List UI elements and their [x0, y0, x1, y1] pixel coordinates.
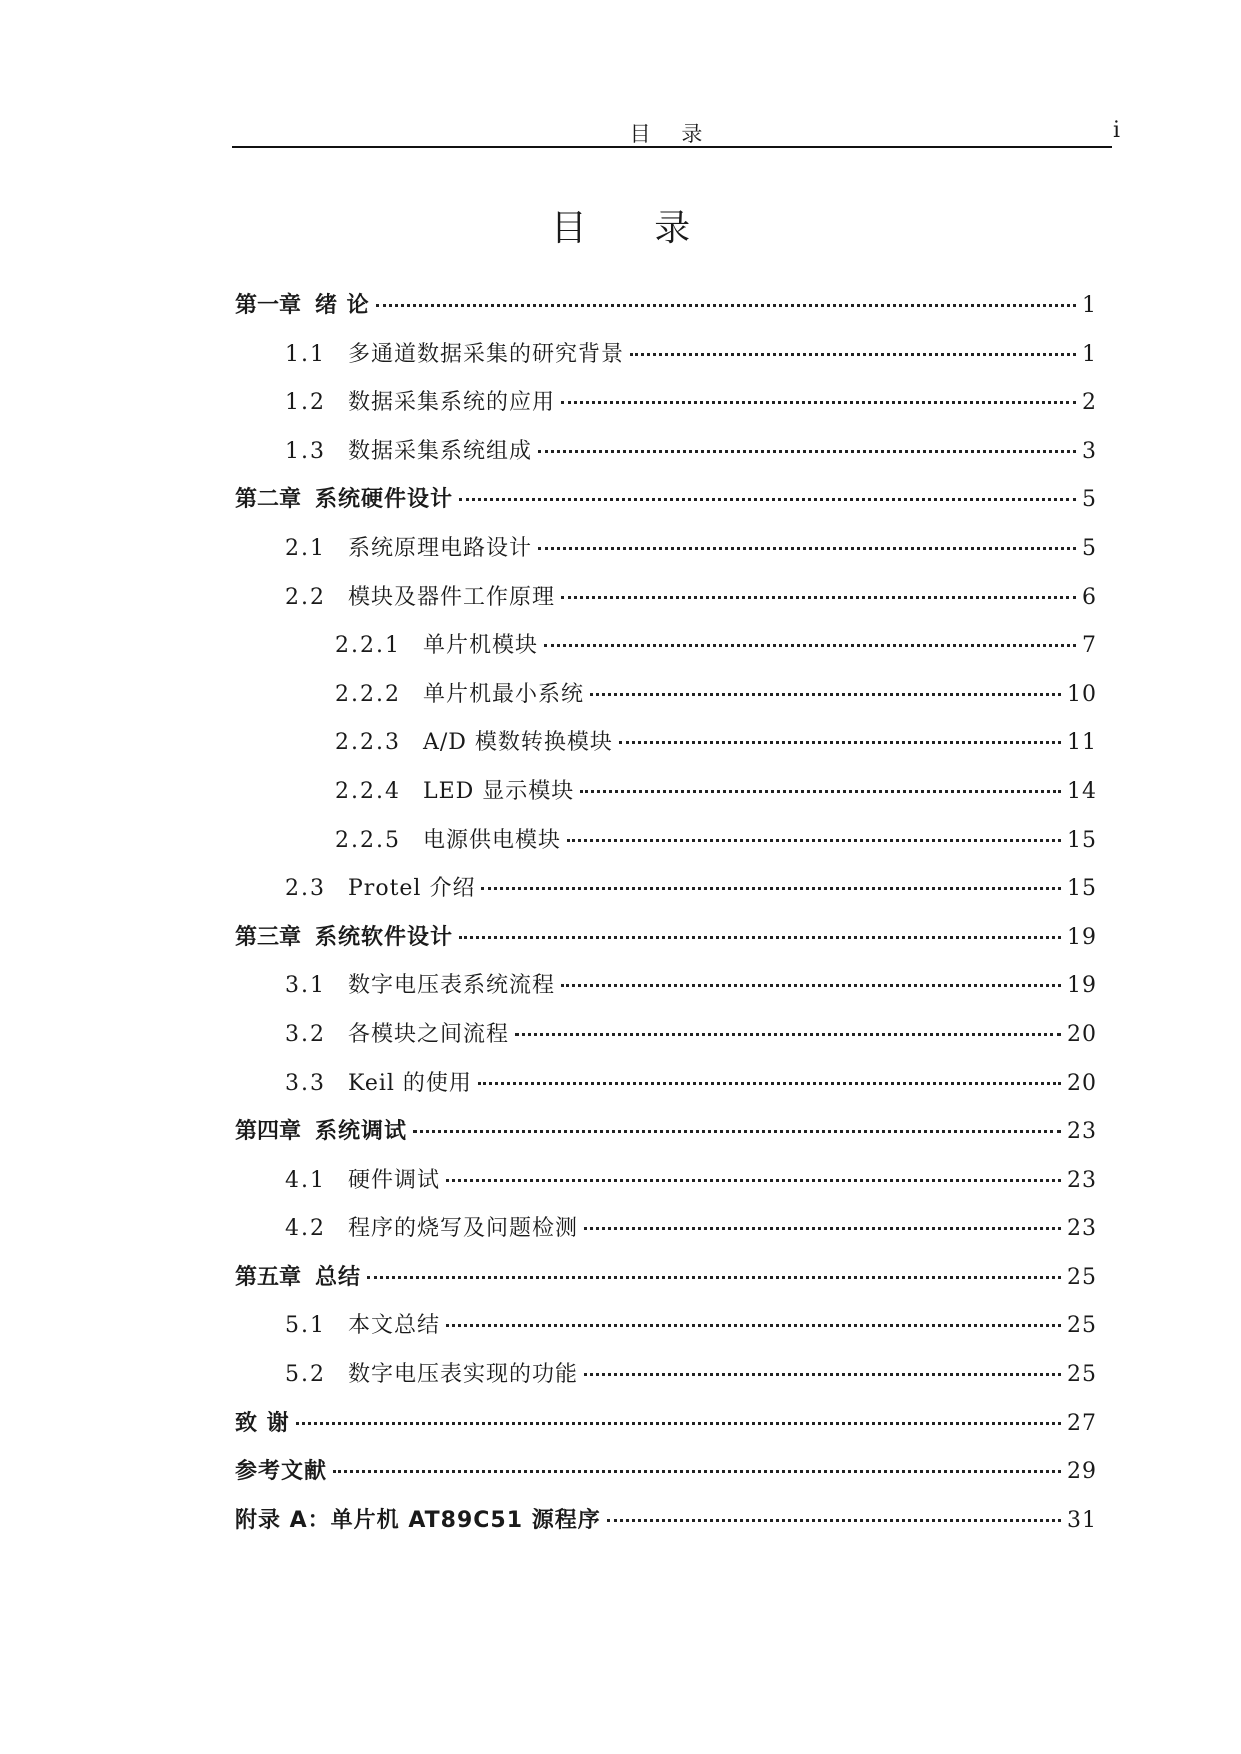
toc-entry-number: 第一章	[235, 293, 302, 318]
dot-leader	[446, 1324, 1061, 1327]
dot-leader	[580, 790, 1061, 793]
dot-leader	[561, 596, 1076, 599]
toc-entry[interactable]	[235, 531, 1097, 580]
toc-entry-page-number: 31	[1067, 1507, 1097, 1533]
toc-entry-title: 电源供电模块	[422, 827, 561, 853]
toc-entry-title: 多通道数据采集的研究背景	[348, 341, 625, 367]
toc-entry-number: 2.2.2	[335, 681, 401, 707]
dot-leader	[296, 1422, 1061, 1425]
toc-entry-page-number: 27	[1067, 1410, 1097, 1436]
toc-entry-title: 致 谢	[235, 1410, 290, 1436]
toc-entry[interactable]	[235, 580, 1097, 629]
dot-leader	[590, 693, 1061, 696]
toc-entry-number: 2.2.5	[335, 827, 401, 853]
toc-entry-page-number: 7	[1082, 633, 1097, 659]
toc-entry[interactable]	[235, 725, 1097, 774]
dot-leader	[584, 1373, 1061, 1376]
toc-entry-number: 4.1	[285, 1167, 326, 1193]
toc-entry[interactable]	[235, 628, 1097, 677]
toc-entry[interactable]	[235, 1114, 1097, 1163]
toc-entry-number: 2.1	[285, 535, 326, 561]
toc-entry-page-number: 2	[1082, 390, 1097, 416]
toc-title: 目 录	[550, 208, 719, 249]
toc-entry-number: 2.2.1	[335, 633, 401, 659]
toc-entry-page-number: 6	[1082, 584, 1097, 610]
header-page-number: i	[1112, 118, 1120, 143]
toc-entry-title: Protel 介绍	[348, 876, 476, 902]
toc-entry-page-number: 19	[1067, 924, 1097, 950]
header-title: 目 录	[629, 122, 715, 146]
running-header	[232, 116, 1120, 148]
toc-entry-page-number: 25	[1067, 1362, 1097, 1388]
toc-entry[interactable]	[235, 920, 1097, 969]
toc-entry-number: 第二章	[235, 487, 302, 513]
dot-leader	[481, 887, 1061, 890]
toc-entry[interactable]	[235, 288, 1097, 337]
toc-entry-page-number: 3	[1082, 438, 1097, 464]
toc-entry-page-number: 15	[1067, 827, 1097, 853]
dot-leader	[376, 304, 1076, 307]
toc-entry[interactable]	[235, 385, 1097, 434]
dot-leader	[544, 644, 1076, 647]
toc-entry-title: 系统软件设计	[315, 924, 454, 950]
toc-entry-title: 本文总结	[348, 1313, 441, 1339]
toc-entry-page-number: 1	[1082, 341, 1097, 367]
dot-leader	[538, 450, 1076, 453]
dot-leader	[459, 936, 1061, 939]
toc-entry-page-number: 25	[1067, 1313, 1097, 1339]
toc-entry[interactable]	[235, 1163, 1097, 1212]
toc-entry-page-number: 23	[1067, 1119, 1097, 1145]
toc-entry-page-number: 14	[1067, 778, 1097, 804]
toc-entry-title: 各模块之间流程	[348, 1021, 510, 1047]
toc-entry[interactable]	[235, 482, 1097, 531]
dot-leader	[478, 1082, 1061, 1085]
toc-entry[interactable]	[235, 774, 1097, 823]
toc-entry-title: 总结	[315, 1264, 362, 1290]
toc-entry-page-number: 19	[1067, 973, 1097, 999]
toc-entry[interactable]	[235, 677, 1097, 726]
toc-entry-number: 4.2	[285, 1216, 326, 1242]
toc-entry-title: LED 显示模块	[422, 778, 575, 804]
toc-entry-title: 单片机模块	[422, 633, 538, 659]
toc-entry-number: 第三章	[235, 924, 302, 950]
toc-entry[interactable]	[235, 968, 1097, 1017]
toc-entry-title: 模块及器件工作原理	[348, 584, 556, 610]
dot-leader	[515, 1033, 1061, 1036]
toc-entry[interactable]	[235, 1017, 1097, 1066]
toc-entry-page-number: 11	[1067, 730, 1097, 756]
toc-entry-page-number: 23	[1067, 1216, 1097, 1242]
toc-entry[interactable]	[235, 1503, 1097, 1552]
dot-leader	[567, 839, 1061, 842]
toc-entry-title: 系统调试	[315, 1119, 408, 1145]
toc-entry-title: 数据采集系统组成	[348, 438, 533, 464]
toc-entry-number: 2.3	[285, 876, 326, 902]
toc-entry-number: 1.2	[285, 390, 326, 416]
toc-entry-title: 硬件调试	[348, 1167, 441, 1193]
toc-entry-title: 单片机最小系统	[422, 681, 584, 707]
toc-entry[interactable]	[235, 1454, 1097, 1503]
toc-entry-page-number: 1	[1082, 293, 1097, 318]
toc-entry-page-number: 20	[1067, 1070, 1097, 1096]
dot-leader	[367, 1276, 1061, 1279]
toc-entry-page-number: 5	[1082, 487, 1097, 513]
toc-entry-number: 5.1	[285, 1313, 326, 1339]
toc-entry-number: 3.3	[285, 1070, 326, 1096]
toc-entry-number: 2.2	[285, 584, 326, 610]
toc-entry-page-number: 29	[1067, 1459, 1097, 1485]
toc-entry[interactable]	[235, 1260, 1097, 1309]
toc-entry[interactable]	[235, 434, 1097, 483]
toc-entry[interactable]	[235, 1406, 1097, 1455]
toc-entry-title: Keil 的使用	[348, 1070, 472, 1096]
dot-leader	[333, 1470, 1061, 1473]
toc-entry-title: 附录 A：单片机 AT89C51 源程序	[235, 1507, 601, 1533]
toc-entry-title: 系统硬件设计	[315, 487, 454, 513]
toc-entry-number: 3.1	[285, 973, 326, 999]
toc-entry-page-number: 23	[1067, 1167, 1097, 1193]
toc-entry-page-number: 5	[1082, 535, 1097, 561]
toc-entry-title: 程序的烧写及问题检测	[348, 1216, 579, 1242]
toc-entry-number: 1.1	[285, 341, 326, 367]
toc-entry-number: 3.2	[285, 1021, 326, 1047]
toc-entry-title: 系统原理电路设计	[348, 535, 533, 561]
toc-entry-title: 数字电压表实现的功能	[348, 1362, 579, 1388]
dot-leader	[630, 353, 1076, 356]
toc-entry[interactable]	[235, 1211, 1097, 1260]
toc-entry-title: 绪 论	[315, 293, 370, 318]
toc-entry-number: 1.3	[285, 438, 326, 464]
toc-entry-page-number: 20	[1067, 1021, 1097, 1047]
toc-entry-title: 数据采集系统的应用	[348, 390, 556, 416]
toc-entry-number: 第四章	[235, 1119, 302, 1145]
toc-entry-page-number: 15	[1067, 876, 1097, 902]
toc-entry-number: 2.2.4	[335, 778, 401, 804]
toc-entry-title: 数字电压表系统流程	[348, 973, 556, 999]
toc-entry[interactable]	[235, 823, 1097, 872]
toc-entry[interactable]	[235, 337, 1097, 386]
dot-leader	[561, 984, 1061, 987]
toc-entry-title: A/D 模数转换模块	[422, 730, 613, 756]
toc-entry-number: 第五章	[235, 1264, 302, 1290]
toc-entry[interactable]	[235, 1066, 1097, 1115]
dot-leader	[584, 1227, 1061, 1230]
dot-leader	[538, 547, 1076, 550]
dot-leader	[446, 1179, 1061, 1182]
dot-leader	[413, 1130, 1061, 1133]
toc-entry[interactable]	[235, 1308, 1097, 1357]
toc-entry-title: 参考文献	[235, 1459, 328, 1485]
toc-entry[interactable]	[235, 1357, 1097, 1406]
toc-entry-page-number: 25	[1067, 1264, 1097, 1290]
dot-leader	[459, 498, 1076, 501]
toc-entry-page-number: 10	[1067, 681, 1097, 707]
dot-leader	[607, 1519, 1061, 1522]
table-of-contents	[235, 288, 1097, 1551]
dot-leader	[619, 741, 1061, 744]
toc-entry-number: 5.2	[285, 1362, 326, 1388]
toc-entry[interactable]	[235, 871, 1097, 920]
toc-entry-number: 2.2.3	[335, 730, 401, 756]
dot-leader	[561, 401, 1076, 404]
